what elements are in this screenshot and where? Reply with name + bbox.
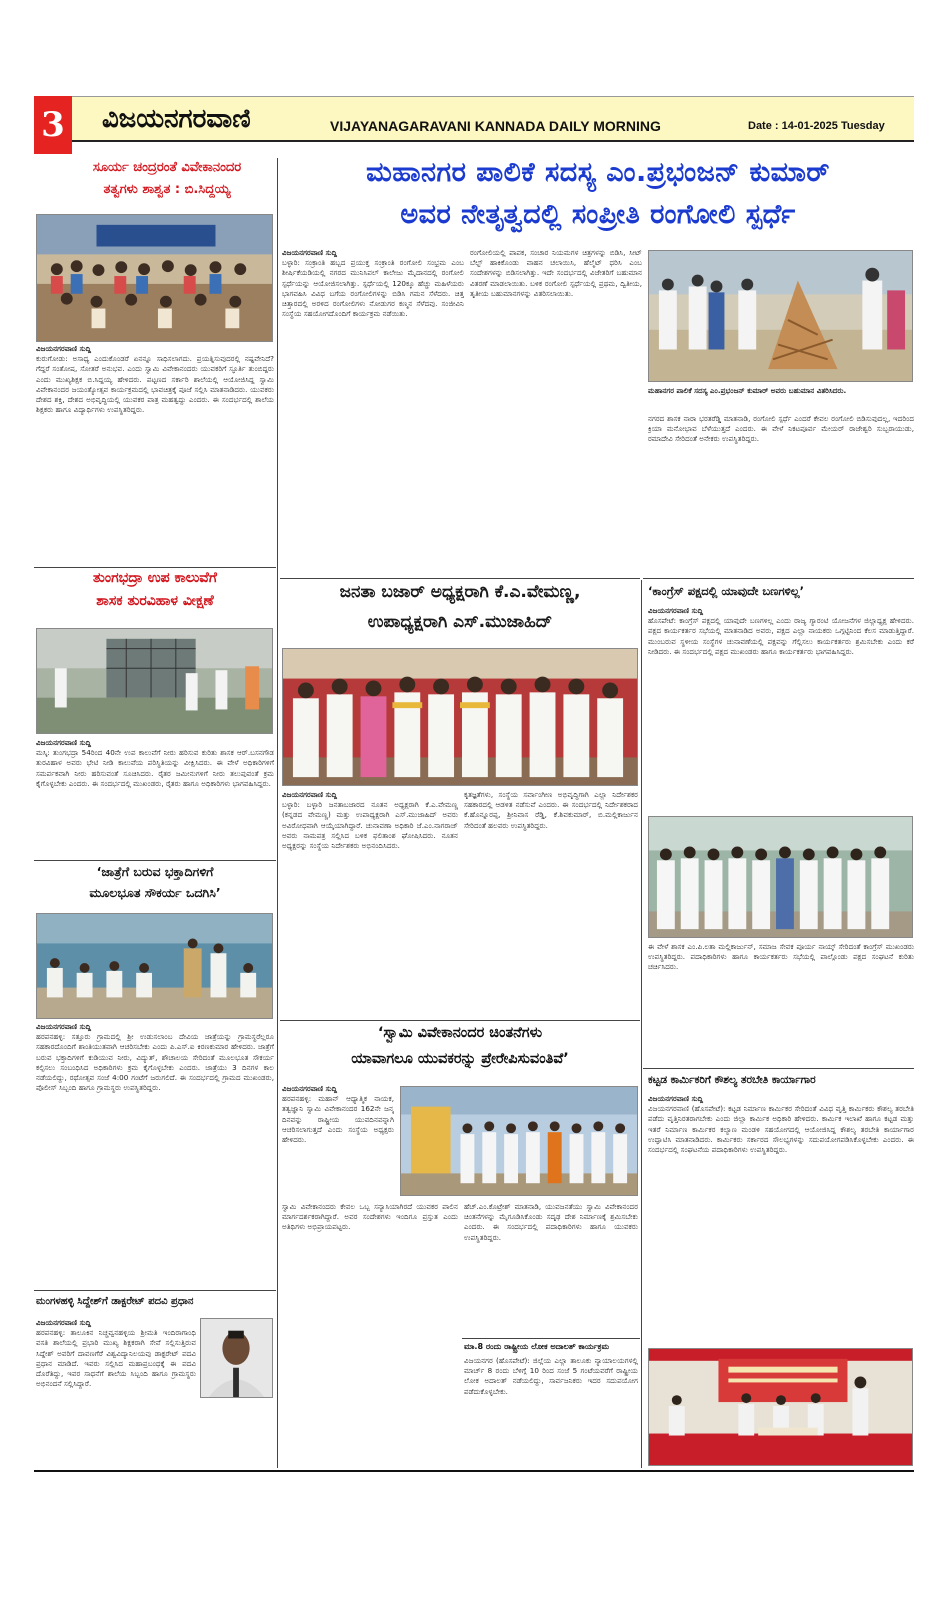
- vivekananda-center-article-col1: [282, 1084, 394, 1198]
- section-rule: [643, 1068, 914, 1069]
- janata-article-col2: [464, 790, 638, 1016]
- congress-article: [648, 606, 914, 812]
- lead-photo: [648, 250, 913, 382]
- janata-photo: [282, 648, 638, 786]
- jatre-photo: [36, 913, 273, 1019]
- article-body: ಸ್ವಾಮಿ ವಿವೇಕಾನಂದರು ಕೇವಲ ಒಬ್ಬ ಸನ್ಯಾಸಿಯಾಗಿರದೆ ಯುವಕರ ಪಾಲಿನ ಮಾರ್ಗದರ್ಶಕರಾಗಿದ್ದಾರೆ. ಅವರ ಸಂದೇಶಗಳು ಇಂದಿಗೂ ಪ್ರಸ್ತುತ ಎಂದು ಅತಿಥಿಗಳು ಅಭಿಪ್ರಾಯಪಟ್ಟರು.: [282, 1202, 458, 1232]
- lead-article-col1: [282, 248, 464, 570]
- doctorate-article-bottom: [36, 1400, 274, 1466]
- vivekananda-center-article-col2: [464, 1202, 638, 1334]
- jatre-headline-1: ‘ಜಾತ್ರೆಗೆ ಬರುವ ಭಕ್ತಾದಿಗಳಿಗೆ: [96, 864, 214, 879]
- lead-article-col2: [470, 248, 642, 570]
- section-rule: [280, 578, 640, 579]
- vivekananda-left-photo: [36, 214, 273, 342]
- lead-photo-caption: ಮಹಾನಗರ ಪಾಲಿಕೆ ಸದಸ್ಯ ಎಂ.ಪ್ರಭಂಜನ್ ಕುಮಾರ್ ಅವರು ಬಹುಮಾನ ವಿತರಿಸಿದರು.: [648, 386, 847, 395]
- adalat-article: [464, 1356, 638, 1466]
- vivekananda-center-article-col3: [282, 1202, 458, 1420]
- construction-headline: ಕಟ್ಟಡ ಕಾರ್ಮಿಕರಿಗೆ ಕೌಶಲ್ಯ ತರಬೇತಿ ಕಾರ್ಯಾಗಾರ: [648, 1074, 816, 1086]
- article-body: ಹೆಚ್.ಎಂ.ಕೊಟ್ರೇಶ್ ಮಾತನಾಡಿ, ಯುವಜನತೆಯು ಸ್ವಾಮಿ ವಿವೇಕಾನಂದರ ಚಿಂತನೆಗಳನ್ನು ಮೈಗೂಡಿಸಿಕೊಂಡು ಸದೃಢ ದೇಶ ನಿರ್ಮಾಣಕ್ಕೆ ಶ್ರಮಿಸಬೇಕು ಎಂದರು. ಈ ಸಂದರ್ಭದಲ್ಲಿ ಪದಾಧಿಕಾರಿಗಳು ಹಾಗೂ ಯುವಕರು ಉಪಸ್ಥಿತರಿದ್ದರು.: [464, 1202, 638, 1242]
- page-number: 3: [34, 96, 72, 154]
- article-body: ನಗರದ ಶಾಸಕ ನಾರಾ ಭರತರೆಡ್ಡಿ ಮಾತನಾಡಿ, ರಂಗೋಲಿ ಸ್ಪರ್ಧೆ ಎಂದರೆ ಕೇವಲ ರಂಗೋಲಿ ಬಿಡಿಸುವುದಲ್ಲ, ಇದರಿಂದ ಕ್ರಿಯಾ ಮನೋಭಾವ ಬೆಳೆಯುತ್ತದೆ ಎಂದರು. ಈ ವೇಳೆ ನಿಕಟಪೂರ್ವ ಮೇಯರ್ ರಾಜೇಶ್ವರಿ ಸುಬ್ಬರಾಯುಡು, ರಮಾದೇವಿ ಸೇರಿದಂತೆ ಅನೇಕರು ಉಪಸ್ಥಿತರಿದ್ದರು.: [648, 414, 914, 444]
- jatre-headline-2: ಮೂಲಭೂತ ಸೌಕರ್ಯ ಒದಗಿಸಿ’: [89, 885, 221, 900]
- column-rule: [277, 158, 278, 1468]
- article-body: ಹೊಸಪೇಟೆ: ಕಾಂಗ್ರೆಸ್ ಪಕ್ಷದಲ್ಲಿ ಯಾವುದೇ ಬಣಗಳಿಲ್ಲ ಎಂದು ರಾಜ್ಯ ಗ್ಯಾರಂಟಿ ಯೋಜನೆಗಳ ಜಿಲ್ಲಾಧ್ಯಕ್ಷ ಹೇಳಿದರು. ಪಕ್ಷದ ಕಾರ್ಯಕರ್ತರ ಸಭೆಯಲ್ಲಿ ಮಾತನಾಡಿದ ಅವರು, ಪಕ್ಷದ ಎಲ್ಲಾ ನಾಯಕರು ಒಗ್ಗಟ್ಟಿನಿಂದ ಕೆಲಸ ಮಾಡುತ್ತಿದ್ದಾರೆ. ಮುಂಬರುವ ಸ್ಥಳೀಯ ಸಂಸ್ಥೆಗಳ ಚುನಾವಣೆಯಲ್ಲಿ ಪಕ್ಷವನ್ನು ಗೆಲ್ಲಿಸಲು ಕಾರ್ಯಕರ್ತರು ಶ್ರಮಿಸಬೇಕು ಎಂದು ಕರೆ ನೀಡಿದರು. ಈ ಸಂದರ್ಭದಲ್ಲಿ ಪಕ್ಷದ ಮುಖಂಡರು ಹಾಗೂ ಕಾರ್ಯಕರ್ತರು ಭಾಗವಹಿಸಿದ್ದರು.: [648, 616, 914, 656]
- tungabhadra-headline-1: ತುಂಗಭದ್ರಾ ಉಪ ಕಾಲುವೆಗೆ: [93, 570, 217, 586]
- section-rule: [643, 578, 914, 579]
- vivekananda-left-article: [36, 344, 274, 530]
- janata-headline-1: ಜನತಾ ಬಜಾರ್ ಅಧ್ಯಕ್ಷರಾಗಿ ಕೆ.ಎ.ವೇಮಣ್ಣ,: [339, 582, 581, 602]
- construction-article: [648, 1094, 914, 1344]
- doctorate-article-top: [36, 1318, 196, 1396]
- byline: ವಿಜಯನಗರವಾಣಿ ಸುದ್ದಿ: [282, 248, 337, 257]
- vivekananda-center-photo: [400, 1086, 638, 1196]
- article-body: ಹರಪನಹಳ್ಳಿ: ಮಹಾನ್ ಆಧ್ಯಾತ್ಮಿಕ ನಾಯಕ, ತತ್ವಜ್ಞಾನಿ ಸ್ವಾಮಿ ವಿವೇಕಾನಂದರ 162ನೇ ಜನ್ಮ ದಿನವನ್ನು ರಾಷ್ಟ್ರೀಯ ಯುವದಿನವನ್ನಾಗಿ ಆಚರಿಸಲಾಗುತ್ತದೆ ಎಂದು ಸಂಸ್ಥೆಯ ಅಧ್ಯಕ್ಷರು ಹೇಳಿದರು.: [282, 1094, 394, 1145]
- article-body: ರಂಗೋಲಿಯಲ್ಲಿ ಪಾಪಕ, ಸಂಚಾರ ನಿಯಮಗಳ ಚಿತ್ರಗಳನ್ನು ಬಿಡಿಸಿ, ಸೀಟ್ ಬೆಲ್ಟ್ ಹಾಕಿಕೊಂಡು ವಾಹನ ಚಲಾಯಿಸಿ, ಹೆಲ್ಮೆಟ್ ಧರಿಸಿ ಎಂಬ ಸಂದೇಶಗಳನ್ನು ಬಿಡಿಸಲಾಗಿತ್ತು. ಇದೇ ಸಂದರ್ಭದಲ್ಲಿ ವಿಜೇತರಿಗೆ ಬಹುಮಾನ ವಿತರಣೆ ಮಾಡಲಾಯಿತು. ಬಳಿಕ ರಂಗೋಲಿ ಸ್ಪರ್ಧೆಯಲ್ಲಿ ಪ್ರಥಮ, ದ್ವಿತೀಯ, ತೃತೀಯ ಬಹುಮಾನಗಳನ್ನು ವಿತರಿಸಲಾಯಿತು.: [470, 248, 642, 298]
- byline: ವಿಜಯನಗರವಾಣಿ ಸುದ್ದಿ: [36, 738, 91, 747]
- lead-headline-1: ಮಹಾನಗರ ಪಾಲಿಕೆ ಸದಸ್ಯ ಎಂ.ಪ್ರಭಂಜನ್ ಕುಮಾರ್: [366, 157, 830, 188]
- section-rule: [34, 567, 276, 568]
- article-body: ಬಳ್ಳಾರಿ: ಸಂಕ್ರಾಂತಿ ಹಬ್ಬದ ಪ್ರಯುಕ್ತ ಸಂಕ್ರಾಂತಿ ರಂಗೋಲಿ ಸಂಭ್ರಮ ಎಂಬ ಶೀರ್ಷಿಕೆಯಡಿಯಲ್ಲಿ ನಗರದ ಮುನಿಸಿಪಲ್ ಕಾಲೇಜು ಮೈದಾನದಲ್ಲಿ ರಂಗೋಲಿ ಸ್ಪರ್ಧೆಯನ್ನು ಆಯೋಜಿಸಲಾಗಿತ್ತು. ಸ್ಪರ್ಧೆಯಲ್ಲಿ 120ಕ್ಕೂ ಹೆಚ್ಚು ಮಹಿಳೆಯರು ಭಾಗವಹಿಸಿ ವಿವಿಧ ಬಗೆಯ ರಂಗೋಲಿಗಳನ್ನು ಬಿಡಿಸಿ ಗಮನ ಸೆಳೆದರು. ಚಿತ್ತ ಚಿತ್ತಾರದಲ್ಲಿ ಅರಳಿದ ರಂಗೋಲಿಗಳು ನೋಡುಗರ ಕಣ್ಮನ ಸೆಳೆದವು. ಸಂಜೀವಿನಿ ಸಂಸ್ಥೆಯ ಸಹಯೋಗದೊಂದಿಗೆ ಕಾರ್ಯಕ್ರಮ ನಡೆಯಿತು.: [282, 258, 464, 319]
- doctorate-headline: ಮಂಗಳಹಳ್ಳಿ ಸಿದ್ದೇಶ್‌ಗೆ ಡಾಕ್ಟರೇಟ್ ಪದವಿ ಪ್ರಧಾನ: [36, 1296, 194, 1307]
- byline: ವಿಜಯನಗರವಾಣಿ ಸುದ್ದಿ: [36, 1022, 91, 1031]
- section-rule: [34, 1290, 276, 1291]
- article-body: ವಿಜಯನಗರ (ಹೊಸಪೇಟೆ): ಜಿಲ್ಲೆಯ ಎಲ್ಲಾ ತಾಲೂಕು ನ್ಯಾಯಾಲಯಗಳಲ್ಲಿ ಮಾರ್ಚ್ 8 ರಂದು ಬೆಳಿಗ್ಗೆ 10 ರಿಂದ ಸಂಜೆ 5 ಗಂಟೆಯವರೆಗೆ ರಾಷ್ಟ್ರೀಯ ಲೋಕ ಅದಾಲತ್ ನಡೆಯಲಿದ್ದು, ಸಾರ್ವಜನಿಕರು ಇದರ ಸದುಪಯೋಗ ಪಡೆದುಕೊಳ್ಳಬೇಕು.: [464, 1356, 638, 1396]
- vivekananda-center-headline-2: ಯಾವಾಗಲೂ ಯುವಕರನ್ನು ಪ್ರೇರೇಪಿಸುವಂತಿವೆ’: [351, 1051, 569, 1067]
- congress-photo-caption: [648, 942, 914, 1064]
- construction-photo: [648, 1348, 913, 1466]
- section-rule: [280, 1020, 640, 1021]
- section-rule: [34, 860, 276, 861]
- masthead-title-english: VIJAYANAGARAVANI KANNADA DAILY MORNING: [330, 118, 661, 134]
- janata-headline-2: ಉಪಾಧ್ಯಕ್ಷರಾಗಿ ಎಸ್.ಮುಜಾಹಿದ್: [367, 612, 553, 632]
- masthead-title-kannada: ವಿಜಯನಗರವಾಣಿ: [102, 104, 251, 134]
- congress-photo: [648, 816, 913, 938]
- tungabhadra-headline-2: ಶಾಸಕ ತುರವಿಹಾಳ ವೀಕ್ಷಣೆ: [96, 593, 214, 609]
- bottom-rule: [34, 1470, 914, 1472]
- byline: ವಿಜಯನಗರವಾಣಿ ಸುದ್ದಿ: [282, 790, 337, 799]
- lead-headline-2: ಅವರ ನೇತೃತ್ವದಲ್ಲಿ ಸಂಪ್ರೀತಿ ರಂಗೋಲಿ ಸ್ಪರ್ಧೆ: [400, 199, 796, 230]
- adalat-headline: ಮಾ.8 ರಂದು ರಾಷ್ಟ್ರೀಯ ಲೋಕ ಅದಾಲತ್ ಕಾರ್ಯಕ್ರಮ: [464, 1342, 610, 1351]
- byline: ವಿಜಯನಗರವಾಣಿ ಸುದ್ದಿ: [36, 1318, 91, 1327]
- column-rule: [641, 580, 642, 1468]
- article-body: ಮಸ್ಕಿ: ತುಂಗಭದ್ರಾ 54ರಿಂದ 40ನೇ ಉಪ ಕಾಲುವೆಗೆ ನೀರು ಹರಿಸುವ ಕುರಿತು ಶಾಸಕ ಆರ್.ಬಸನಗೌಡ ತುರವಿಹಾಳ ಅವರು ಭೇಟಿ ನೀಡಿ ಕಾಲುವೆಯ ಪರಿಸ್ಥಿತಿಯನ್ನು ವೀಕ್ಷಿಸಿದರು. ಈ ವೇಳೆ ಅಧಿಕಾರಿಗಳಿಗೆ ಸಮರ್ಪಕವಾಗಿ ನೀರು ಹರಿಸುವಂತೆ ಸೂಚಿಸಿದರು. ರೈತರ ಜಮೀನುಗಳಿಗೆ ನೀರು ತಲುಪುವಂತೆ ಕ್ರಮ ಕೈಗೊಳ್ಳಬೇಕು ಎಂದರು. ಈ ಸಂದರ್ಭದಲ್ಲಿ ಮುಖಂಡರು, ರೈತರು ಹಾಗೂ ಅಧಿಕಾರಿಗಳು ಭಾಗವಹಿಸಿದ್ದರು.: [36, 748, 274, 788]
- vivekananda-left-headline-2: ತತ್ವಗಳು ಶಾಶ್ವತ : ಬಿ.ಸಿದ್ದಯ್ಯ: [103, 182, 231, 197]
- article-body: ಬಳ್ಳಾರಿ: ಬಳ್ಳಾರಿ ಜನತಾಬಜಾರದ ನೂತನ ಅಧ್ಯಕ್ಷರಾಗಿ ಕೆ.ಎ.ವೇಮಣ್ಣ (ಕನ್ನಡದ ವೇಮಣ್ಣ) ಮತ್ತು ಉಪಾಧ್ಯಕ್ಷರಾಗಿ ಎಸ್.ಮುಜಾಹಿದ್ ಅವರು ಅವಿರೋಧವಾಗಿ ಆಯ್ಕೆಯಾಗಿದ್ದಾರೆ. ಚುನಾವಣಾ ಅಧಿಕಾರಿ ಜೆ.ಎಂ.ನಾಗರಾಜ್ ಅವರು ನಾಮಪತ್ರ ಸಲ್ಲಿಸಿದ ಬಳಿಕ ಫಲಿತಾಂಶ ಘೋಷಿಸಿದರು. ನೂತನ ಅಧ್ಯಕ್ಷರನ್ನು ಸಂಸ್ಥೆಯ ನಿರ್ದೇಶಕರು ಅಭಿನಂದಿಸಿದರು.: [282, 800, 458, 851]
- tungabhadra-photo: [36, 628, 273, 734]
- tungabhadra-article: [36, 738, 274, 856]
- janata-article-col1: [282, 790, 458, 1016]
- article-body: ಈ ವೇಳೆ ಶಾಸಕ ಎಂ.ಪಿ.ಲತಾ ಮಲ್ಲಿಕಾರ್ಜುನ್, ಸಮಾಜ ಸೇವಕ ಪೂರ್ಯ ನಾಯ್ಕ್ ಸೇರಿದಂತೆ ಕಾಂಗ್ರೆಸ್ ಮುಖಂಡರು ಉಪಸ್ಥಿತರಿದ್ದರು. ಪದಾಧಿಕಾರಿಗಳು ಹಾಗೂ ಕಾರ್ಯಕರ್ತರು ಸಭೆಯಲ್ಲಿ ಪಾಲ್ಗೊಂಡು ಪಕ್ಷದ ಸಂಘಟನೆ ಕುರಿತು ಚರ್ಚಿಸಿದರು.: [648, 942, 914, 972]
- masthead-date: Date : 14-01-2025 Tuesday: [748, 120, 885, 132]
- vivekananda-center-headline-1: ‘ಸ್ವಾಮಿ ವಿವೇಕಾನಂದರ ಚಿಂತನೆಗಳು: [377, 1025, 543, 1041]
- section-rule: [462, 1338, 640, 1339]
- article-body: ಹರಪನಹಳ್ಳಿ: ತಾಲೂಕಿನ ನಿಚ್ಚವ್ವನಹಳ್ಳಿಯ ಶ್ರೀಮತಿ ಇಂದಿರಾಗಾಂಧಿ ವಸತಿ ಶಾಲೆಯಲ್ಲಿ ಪ್ರಭಾರಿ ಮುಖ್ಯ ಶಿಕ್ಷಕರಾಗಿ ಸೇವೆ ಸಲ್ಲಿಸುತ್ತಿರುವ ಸಿದ್ದೇಶ್ ಅವರಿಗೆ ದಾವಣಗೆರೆ ವಿಶ್ವವಿದ್ಯಾನಿಲಯವು ಡಾಕ್ಟರೇಟ್ ಪದವಿ ಪ್ರಧಾನ ಮಾಡಿದೆ. ಇವರು ಸಲ್ಲಿಸಿದ ಮಹಾಪ್ರಬಂಧಕ್ಕೆ ಈ ಪದವಿ ದೊರೆತಿದ್ದು, ಇವರ ಸಾಧನೆಗೆ ಶಾಲೆಯ ಸಿಬ್ಬಂದಿ ಹಾಗೂ ಗ್ರಾಮಸ್ಥರು ಅಭಿನಂದನೆ ಸಲ್ಲಿಸಿದ್ದಾರೆ.: [36, 1328, 196, 1389]
- article-body: ಹರಪನಹಳ್ಳಿ: ಸತ್ತೂರು ಗ್ರಾಮದಲ್ಲಿ ಶ್ರೀ ಉಡುಸಲಾಂಬ ದೇವಿಯ ಜಾತ್ರೆಯನ್ನು ಗ್ರಾಮಸ್ಥರೆಲ್ಲರೂ ಸಹಕಾರದೊಂದಿಗೆ ಶಾಂತಿಯುತವಾಗಿ ಆಚರಿಸಬೇಕು ಎಂದು ಪಿ.ಎಸ್.ಐ ಕಿರಣಕುಮಾರ ಹೇಳಿದರು. ಜಾತ್ರೆಗೆ ಬರುವ ಭಕ್ತಾದಿಗಳಿಗೆ ಕುಡಿಯುವ ನೀರು, ವಿದ್ಯುತ್, ಶೌಚಾಲಯ ಸೇರಿದಂತೆ ಮೂಲಭೂತ ಸೌಕರ್ಯ ಕಲ್ಪಿಸಲು ಸಂಬಂಧಿಸಿದ ಅಧಿಕಾರಿಗಳು ಕ್ರಮ ಕೈಗೊಳ್ಳಬೇಕು ಎಂದರು. ಜಾತ್ರೆಯು 3 ದಿನಗಳ ಕಾಲ ನಡೆಯಲಿದ್ದು, ರಥೋತ್ಸವ ಸಂಜೆ 4:00 ಗಂಟೆಗೆ ಜರುಗಲಿದೆ. ಈ ಸಂದರ್ಭದಲ್ಲಿ ಗ್ರಾಮದ ಮುಖಂಡರು, ಪೊಲೀಸ್ ಸಿಬ್ಬಂದಿ ಹಾಗೂ ಗ್ರಾಮಸ್ಥರು ಉಪಸ್ಥಿತರಿದ್ದರು.: [36, 1032, 274, 1093]
- byline: ವಿಜಯನಗರವಾಣಿ ಸುದ್ದಿ: [648, 606, 703, 615]
- byline: ವಿಜಯನಗರವಾಣಿ ಸುದ್ದಿ: [648, 1094, 703, 1103]
- article-body: ಕೃತಜ್ಞತೆಗಳು, ಸಂಸ್ಥೆಯ ಸರ್ವಾಂಗೀಣ ಅಭಿವೃದ್ಧಿಗಾಗಿ ಎಲ್ಲಾ ನಿರ್ದೇಶಕರ ಸಹಕಾರದಲ್ಲಿ ಆಡಳಿತ ನಡೆಸುವೆ ಎಂದರು. ಈ ಸಂದರ್ಭದಲ್ಲಿ ನಿರ್ದೇಶಕರಾದ ಕೆ.ಹೊನ್ನೂರಪ್ಪ, ಶ್ರೀನಿವಾಸ ರೆಡ್ಡಿ, ಕೆ.ಶಿವಕುಮಾರ್, ಬಿ.ಮಲ್ಲಿಕಾರ್ಜುನ ಸೇರಿದಂತೆ ಹಲವರು ಉಪಸ್ಥಿತರಿದ್ದರು.: [464, 790, 638, 830]
- doctorate-portrait: [200, 1318, 273, 1398]
- congress-headline: ‘ಕಾಂಗ್ರೆಸ್ ಪಕ್ಷದಲ್ಲಿ ಯಾವುದೇ ಬಣಗಳಿಲ್ಲ’: [648, 584, 804, 598]
- lead-article-col3: [648, 414, 914, 574]
- vivekananda-left-headline-1: ಸೂರ್ಯ ಚಂದ್ರರಂತೆ ವಿವೇಕಾನಂದರ: [92, 160, 242, 175]
- jatre-article: [36, 1022, 274, 1284]
- article-body: ಕುರುಗೋಡು: ಅಸಾಧ್ಯ ಎಂದುಕೊಂಡರೆ ಏನನ್ನೂ ಸಾಧಿಸಲಾಗದು. ಪ್ರಯತ್ನಿಸುವುದರಲ್ಲಿ ನಷ್ಟವೇನಿದೆ? ಗೆದ್ದರೆ ಸಂತೋಷ, ಸೋತರೆ ಅನುಭವ. ಎಂದು ಸ್ವಾಮಿ ವಿವೇಕಾನಂದರು ಯುವಕರಿಗೆ ಸ್ಫೂರ್ತಿ ತುಂಬಿದ್ದರು ಎಂದು ಮುಖ್ಯಶಿಕ್ಷಕ ಬಿ.ಸಿದ್ದಯ್ಯ ಹೇಳಿದರು. ಪಟ್ಟಣದ ಸರ್ಕಾರಿ ಶಾಲೆಯಲ್ಲಿ ಆಯೋಜಿಸಿದ್ದ ಸ್ವಾಮಿ ವಿವೇಕಾನಂದರ ಜಯಂತ್ಯೋತ್ಸವ ಕಾರ್ಯಕ್ರಮದಲ್ಲಿ ಭಾವಚಿತ್ರಕ್ಕೆ ಪೂಜೆ ಸಲ್ಲಿಸಿ ಮಾತನಾಡಿದರು. ಯುವಕರು ದೇಶದ ಶಕ್ತಿ, ದೇಶದ ಅಭಿವೃದ್ಧಿಯಲ್ಲಿ ಯುವಕರ ಪಾತ್ರ ಮಹತ್ವದ್ದು ಎಂದರು. ಈ ಸಂದರ್ಭದಲ್ಲಿ ಶಾಲೆಯ ಶಿಕ್ಷಕರು ಹಾಗೂ ವಿದ್ಯಾರ್ಥಿಗಳು ಉಪಸ್ಥಿತರಿದ್ದರು.: [36, 354, 274, 415]
- byline: ವಿಜಯನಗರವಾಣಿ ಸುದ್ದಿ: [282, 1084, 337, 1093]
- byline: ವಿಜಯನಗರವಾಣಿ ಸುದ್ದಿ: [36, 344, 91, 353]
- article-body: ವಿಜಯನಗರವಾಣಿ (ಹೊಸಪೇಟೆ): ಕಟ್ಟಡ ನಿರ್ಮಾಣ ಕಾರ್ಮಿಕರ ಸೇರಿದಂತೆ ವಿವಿಧ ವೃತ್ತಿ ಕಾರ್ಮಿಕರು ಕೌಶಲ್ಯ ತರಬೇತಿ ಪಡೆದು ವೃತ್ತಿನಿರತರಾಗಬೇಕು ಎಂದು ಜಿಲ್ಲಾ ಕಾರ್ಮಿಕ ಅಧಿಕಾರಿ ಹೇಳಿದರು. ಕಾರ್ಮಿಕ ಇಲಾಖೆ ಹಾಗೂ ಕಟ್ಟಡ ಮತ್ತು ಇತರೆ ನಿರ್ಮಾಣ ಕಾರ್ಮಿಕರ ಕಲ್ಯಾಣ ಮಂಡಳಿ ಸಹಯೋಗದಲ್ಲಿ ಆಯೋಜಿಸಿದ್ದ ಕೌಶಲ್ಯ ತರಬೇತಿ ಕಾರ್ಯಾಗಾರ ಉದ್ಘಾಟಿಸಿ ಮಾತನಾಡಿದರು. ಕಾರ್ಮಿಕರು ಸರ್ಕಾರದ ಸೌಲಭ್ಯಗಳನ್ನು ಸದುಪಯೋಗಪಡಿಸಿಕೊಳ್ಳಬೇಕು ಎಂದರು. ಈ ಸಂದರ್ಭದಲ್ಲಿ ಸಂಘಟನೆಯ ಪದಾಧಿಕಾರಿಗಳು ಉಪಸ್ಥಿತರಿದ್ದರು.: [648, 1104, 914, 1155]
